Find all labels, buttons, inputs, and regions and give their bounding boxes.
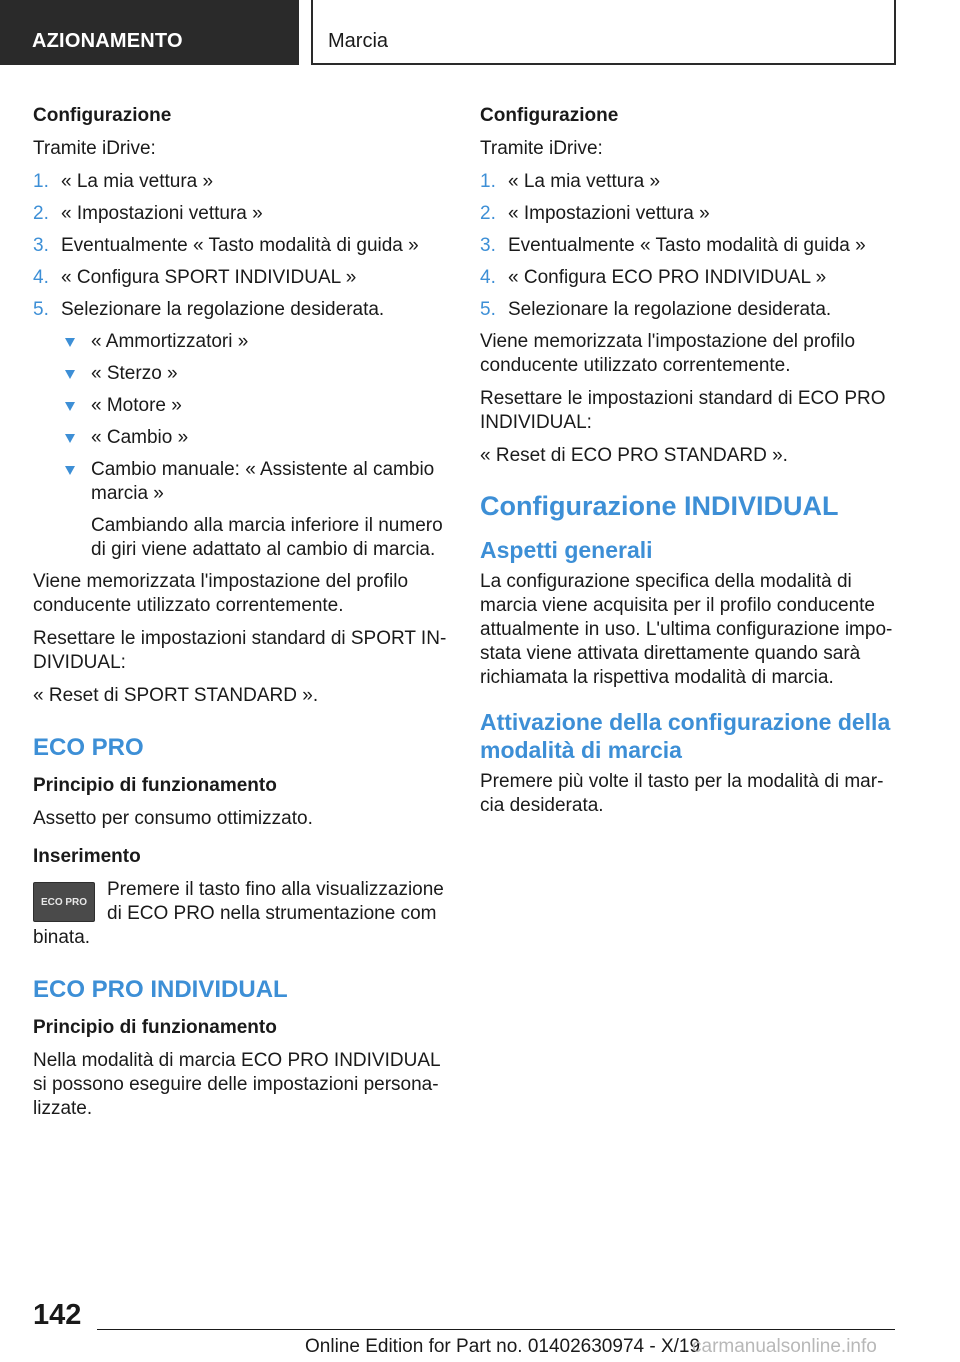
eco-pro-button-icon: ECO PRO [33, 882, 95, 922]
saved-profile-text: Viene memorizzata l'impostazione del profilo conducente utilizzato correntemente. [480, 331, 856, 376]
bullet-text: « Cambio » [91, 427, 189, 448]
step-text: Eventualmente « Tasto modalità di guida » [508, 235, 866, 256]
config-intro: Tramite iDrive: [33, 138, 156, 159]
eco-insert-block [33, 878, 449, 950]
general-aspects-heading: Aspetti generali [480, 537, 653, 563]
eco-pro-heading: ECO PRO [33, 734, 144, 761]
eco-insert-line: Premere il tasto fino alla visualizzazione [107, 879, 444, 900]
step-item [33, 170, 449, 194]
step-number: 2. [33, 203, 49, 224]
triangle-bullet-icon [65, 466, 75, 475]
activation-heading: Attivazione della configurazione della modalità di marcia [480, 709, 891, 763]
individual-heading: Configurazione INDIVIDUAL [480, 491, 839, 521]
bullet-text: « Sterzo » [91, 363, 178, 384]
bullet-text: « Motore » [91, 395, 182, 416]
config-intro: Tramite iDrive: [480, 138, 603, 159]
step-item [480, 234, 896, 258]
header-section-label: AZIONAMENTO [0, 0, 299, 65]
activation-text: Premere più volte il tasto per la modalità di marcia desiderata. [480, 771, 884, 816]
config-steps [480, 170, 896, 322]
saved-profile-text: Viene memorizzata l'impostazione del profilo conducente utilizzato correntemente. [33, 571, 409, 616]
general-aspects-text: La configurazione specifica della modalità di marcia viene acquisita per il profilo conducente attualmente in uso. L'ultima configurazione impostata viene attivata direttamente quando sarà richiamata la rispettiva modalità di marcia. [480, 571, 893, 688]
bullet-text: « Ammortizzatori » [91, 331, 249, 352]
eco-insert-line: di ECO PRO nella strumentazione com [107, 903, 437, 924]
step-item [33, 234, 449, 258]
eco-insert-line: binata. [33, 927, 91, 948]
triangle-bullet-icon [65, 370, 75, 379]
edition-text: Online Edition for Part no. 01402630974 - X/19 [305, 1336, 701, 1357]
eco-insert-title: Inserimento [33, 846, 141, 867]
step-item [480, 298, 896, 322]
step-text: « Configura SPORT INDIVIDUAL » [61, 267, 357, 288]
watermark-text: carmanualsonline.info [692, 1336, 877, 1357]
ecoind-principle-text: Nella modalità di marcia ECO PRO INDIVIDUAL si possono eseguire delle impostazioni personalizzate. [33, 1050, 440, 1119]
eco-insert-text [33, 878, 449, 950]
triangle-bullet-icon [65, 338, 75, 347]
step-text: « La mia vettura » [508, 171, 661, 192]
page-number: 142 [33, 1299, 82, 1331]
bullet-item [61, 426, 449, 450]
header-chapter-label: Marcia [311, 0, 896, 65]
step-item [480, 202, 896, 226]
step-item [33, 266, 449, 290]
reset-command: « Reset di SPORT STANDARD ». [33, 685, 319, 706]
config-title: Configurazione [33, 105, 172, 126]
step-number: 5. [33, 299, 49, 320]
step-number: 3. [480, 235, 496, 256]
step-text: « La mia vettura » [61, 171, 214, 192]
settings-bullets [61, 330, 449, 562]
step-number: 4. [33, 267, 49, 288]
eco-principle-title: Principio di funzionamento [33, 775, 277, 796]
step-text: Selezionare la regolazione desiderata. [508, 299, 832, 320]
step-number: 3. [33, 235, 49, 256]
bullet-text: Cambio manuale: « Assistente al cambio marcia » [91, 459, 435, 504]
triangle-bullet-icon [65, 434, 75, 443]
config-title: Configurazione [480, 105, 619, 126]
ecoind-principle-title: Principio di funzionamento [33, 1017, 277, 1038]
bullet-item [61, 330, 449, 354]
reset-text: Resettare le impostazioni standard di SPORT INDIVIDUAL: [33, 628, 447, 673]
step-text: Eventualmente « Tasto modalità di guida » [61, 235, 419, 256]
step-number: 1. [480, 171, 496, 192]
step-number: 1. [33, 171, 49, 192]
bullet-item [61, 394, 449, 418]
step-number: 5. [480, 299, 496, 320]
step-item [480, 266, 896, 290]
config-steps [33, 170, 449, 322]
step-item [480, 170, 896, 194]
step-text: « Impostazioni vettura » [508, 203, 710, 224]
bullet-note: Cambiando alla marcia inferiore il numero di giri viene adattato al cambio di marcia. [91, 515, 443, 560]
step-item [33, 202, 449, 226]
step-number: 4. [480, 267, 496, 288]
reset-text: Resettare le impostazioni standard di ECO PRO INDIVIDUAL: [480, 388, 886, 433]
triangle-bullet-icon [65, 402, 75, 411]
reset-command: « Reset di ECO PRO STANDARD ». [480, 445, 788, 466]
step-text: « Configura ECO PRO INDIVIDUAL » [508, 267, 827, 288]
step-number: 2. [480, 203, 496, 224]
bullet-item [61, 458, 449, 562]
right-column [480, 104, 896, 827]
left-column [33, 104, 449, 1130]
eco-individual-heading: ECO PRO INDIVIDUAL [33, 976, 288, 1003]
step-text: « Impostazioni vettura » [61, 203, 263, 224]
footer-divider [97, 1329, 895, 1330]
bullet-item [61, 362, 449, 386]
eco-principle-text: Assetto per consumo ottimizzato. [33, 808, 313, 829]
step-text: Selezionare la regolazione desiderata. [61, 299, 385, 320]
step-item [33, 298, 449, 322]
